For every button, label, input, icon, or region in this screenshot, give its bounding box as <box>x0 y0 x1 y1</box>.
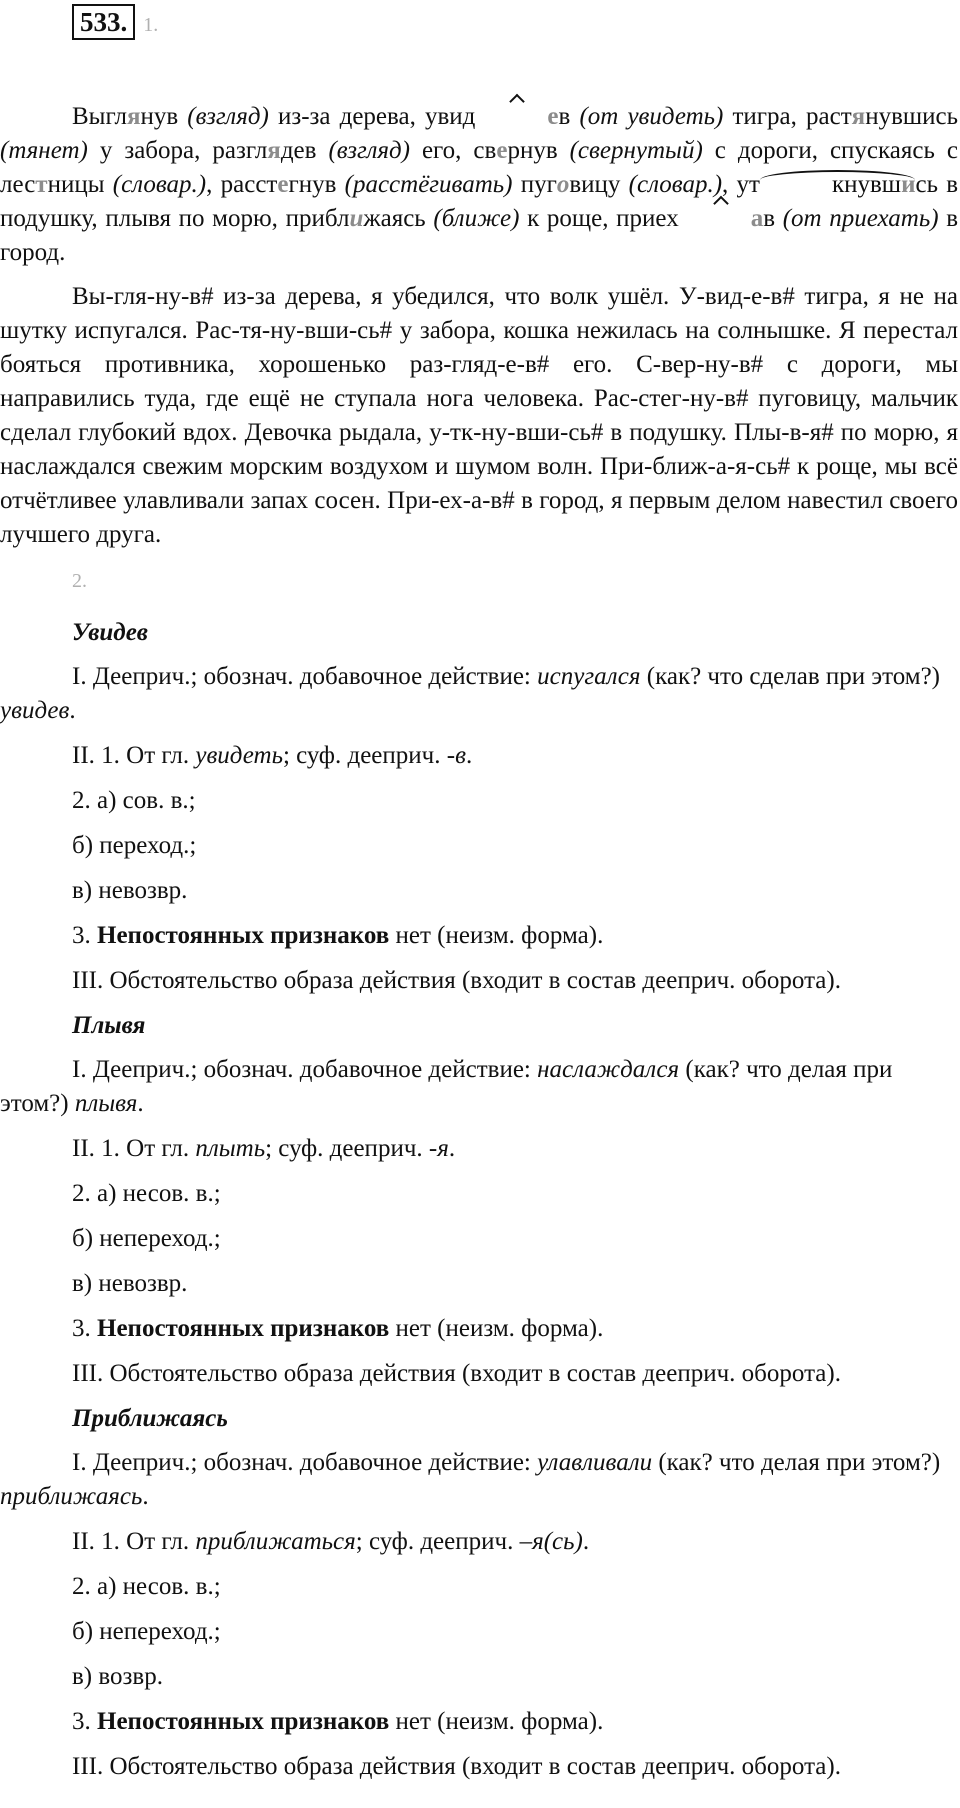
text-run: II. 1. От гл. <box>72 1135 196 1162</box>
text-run: (как? что делая при этом?) <box>652 1449 941 1476</box>
suffix-arc <box>760 170 916 198</box>
highlighted-letter: и <box>349 205 364 232</box>
text-run: ; суф. дееприч. <box>265 1135 429 1162</box>
analysis-point-ii-3 <box>0 1705 958 1739</box>
analysis-point-ii-3 <box>0 1312 958 1346</box>
text-run: его, св <box>409 137 497 164</box>
analysis-point-ii-2a: 2. а) несов. в.; <box>72 1573 221 1600</box>
source-verb: плыть <box>195 1135 266 1162</box>
main-verb: наслаждался <box>537 1056 680 1083</box>
analysis-point-ii-2a: 2. а) сов. в.; <box>72 787 196 814</box>
text-run: нувшись <box>865 103 958 130</box>
analysis-title: Плывя <box>72 1012 146 1039</box>
analysis-point-ii-2v: в) невозвр. <box>72 1270 188 1297</box>
text-run: II. 1. От гл. <box>72 1528 196 1555</box>
text-run: II. 1. От гл. <box>72 742 196 769</box>
check-word: (ближе) <box>433 205 520 232</box>
text-run: гнув <box>288 171 345 198</box>
text-run: нет (неизм. форма). <box>389 1708 604 1735</box>
text-run: тигра, раст <box>723 103 852 130</box>
text-run: ; суф. дееприч. <box>282 742 447 769</box>
analysis-point-ii-1 <box>0 739 958 773</box>
analysis-point-ii-1 <box>0 1525 958 1559</box>
bold-term: Непостоянных признаков <box>97 922 390 949</box>
check-word: (расстёгивать) <box>344 171 513 198</box>
exercise-content <box>0 100 958 1795</box>
check-word: (взгляд) <box>187 103 269 130</box>
text-run: . <box>142 1483 149 1510</box>
main-verb: улавливали <box>537 1449 653 1476</box>
text-run: . <box>69 697 76 724</box>
text-run: к роще, приех <box>519 205 679 232</box>
text-run: Выгл <box>72 103 127 130</box>
analysis-point-iii: III. Обстоятельство образа действия (входит в состав дееприч. оборота). <box>72 1753 841 1780</box>
analysis-point-ii-2a: 2. а) несов. в.; <box>72 1180 221 1207</box>
text-run: кнувш <box>831 171 902 198</box>
text-run: . <box>137 1090 144 1117</box>
text-run: у забора, разгл <box>87 137 268 164</box>
text-run: ; суф. дееприч. <box>355 1528 520 1555</box>
text-run: рнув <box>507 137 570 164</box>
analysis-block-uvidev <box>0 616 958 998</box>
text-run: . <box>582 1528 590 1555</box>
text-run: дев <box>280 137 329 164</box>
text-run: вицу <box>569 171 629 198</box>
text-run: с дороги, спускаясь с лес <box>0 137 958 198</box>
text-run: . <box>448 1135 456 1162</box>
text-run: в <box>558 103 580 130</box>
analyzed-word: плывя <box>74 1090 138 1117</box>
paragraph-words-with-checks <box>0 100 958 270</box>
highlighted-letter: я <box>267 137 281 164</box>
source-verb: увидеть <box>195 742 283 769</box>
analyzed-word: приближаясь <box>0 1483 143 1510</box>
text-run: I. Дееприч.; обознач. добавочное действие: <box>72 1056 538 1083</box>
highlighted-letter: а <box>679 202 764 236</box>
text-run: 3. <box>72 922 97 949</box>
exercise-header <box>72 4 158 40</box>
analysis-point-ii-2b: б) непереход.; <box>72 1618 221 1645</box>
task-number-2: 2. <box>72 570 87 592</box>
analysis-point-iii: III. Обстоятельство образа действия (входит в состав дееприч. оборота). <box>72 967 841 994</box>
text-run: (как? что сделав при этом?) <box>640 663 940 690</box>
main-verb: испугался <box>537 663 641 690</box>
suffix: -в <box>446 742 466 769</box>
text-run: нет (неизм. форма). <box>389 1315 604 1342</box>
text-run: ницы <box>47 171 113 198</box>
highlighted-letter: е <box>277 171 289 198</box>
text-run: , расст <box>206 171 278 198</box>
bold-term: Непостоянных признаков <box>97 1315 390 1342</box>
highlighted-letter: т <box>35 171 48 198</box>
analysis-point-ii-2v: в) невозвр. <box>72 877 188 904</box>
source-verb: приближаться <box>195 1528 356 1555</box>
text-run: в город. <box>0 205 959 266</box>
analyzed-word: увидев <box>0 697 70 724</box>
suffix: -я <box>428 1135 449 1162</box>
analysis-title: Приближаясь <box>72 1405 228 1432</box>
text-run: (как? что делая при этом?) <box>0 1056 893 1117</box>
analysis-title: Увидев <box>72 619 148 646</box>
check-word: (от увидеть) <box>579 103 724 130</box>
analysis-point-ii-2b: б) непереход.; <box>72 1225 221 1252</box>
paragraph-morpheme-sentences: Вы-гля-ну-в# из-за дерева, я убедился, что волк ушёл. У-вид-е-в# тигра, я не на шутку испугался. Рас-тя-ну-вши-сь# у забора, кошка нежилась на солнышке. Я перестал бояться противника, хорошенько раз-гляд-е-в# его. С-вер-ну-в# с дороги, мы направились туда, где ещё не ступала нога человека. Рас-стег-ну-в# пуговицу, мальчик сделал глубокий вдох. Девочка рыдала, у-тк-ну-вши-сь# в подушку. Плы-в-я# по морю, я наслаждался свежим морским воздухом и шумом волн. При-ближ-а-я-сь# к роще, мы всё отчётливее улавливали запах сосен. При-ех-а-в# в город, я первым делом навестил своего лучшего друга. <box>0 283 958 548</box>
text-run: в <box>763 205 783 232</box>
text-run: нет (неизм. форма). <box>389 922 604 949</box>
text-run: из-за дерева, увид <box>268 103 476 130</box>
text-run: I. Дееприч.; обознач. добавочное действие: <box>72 1449 538 1476</box>
analysis-point-ii-1 <box>0 1132 958 1166</box>
analysis-point-i <box>0 660 958 728</box>
text-run: 3. <box>72 1708 97 1735</box>
analysis-block-priblizhayas <box>0 1402 958 1784</box>
check-word: (словар.) <box>112 171 207 198</box>
text-run: сь в подушку, плывя по морю, прибл <box>0 171 959 232</box>
analysis-point-iii: III. Обстоятельство образа действия (входит в состав дееприч. оборота). <box>72 1360 841 1387</box>
text-run: 3. <box>72 1315 97 1342</box>
text-run: жаясь <box>363 205 434 232</box>
check-word: (тянет) <box>0 137 88 164</box>
analysis-point-i <box>0 1053 958 1121</box>
highlighted-letter: я <box>126 103 141 130</box>
highlighted-letter: е <box>475 100 558 134</box>
highlighted-letter: и <box>901 171 916 198</box>
highlighted-letter: я <box>851 103 866 130</box>
check-word: (словар.) <box>628 171 723 198</box>
bold-term: Непостоянных признаков <box>97 1708 390 1735</box>
exercise-number: 533. <box>72 4 135 40</box>
text-run: нув <box>140 103 188 130</box>
suffix: –я(сь) <box>519 1528 583 1555</box>
text-run: , ут <box>722 171 760 198</box>
analysis-point-ii-3 <box>0 919 958 953</box>
check-word: (от приехать) <box>782 205 939 232</box>
analysis-point-ii-2v: в) возвр. <box>72 1663 163 1690</box>
highlighted-letter: е <box>496 137 508 164</box>
text-run: I. Дееприч.; обознач. добавочное действие: <box>72 663 538 690</box>
task-number-1: 1. <box>143 13 159 36</box>
text-run: пуг <box>512 171 557 198</box>
analysis-point-ii-2b: б) переход.; <box>72 832 197 859</box>
highlighted-letter: о <box>556 171 570 198</box>
text-run: . <box>465 742 473 769</box>
check-word: (взгляд) <box>328 137 410 164</box>
analysis-point-i <box>0 1446 958 1514</box>
analysis-block-plyvya <box>0 1009 958 1391</box>
check-word: (свернутый) <box>569 137 703 164</box>
